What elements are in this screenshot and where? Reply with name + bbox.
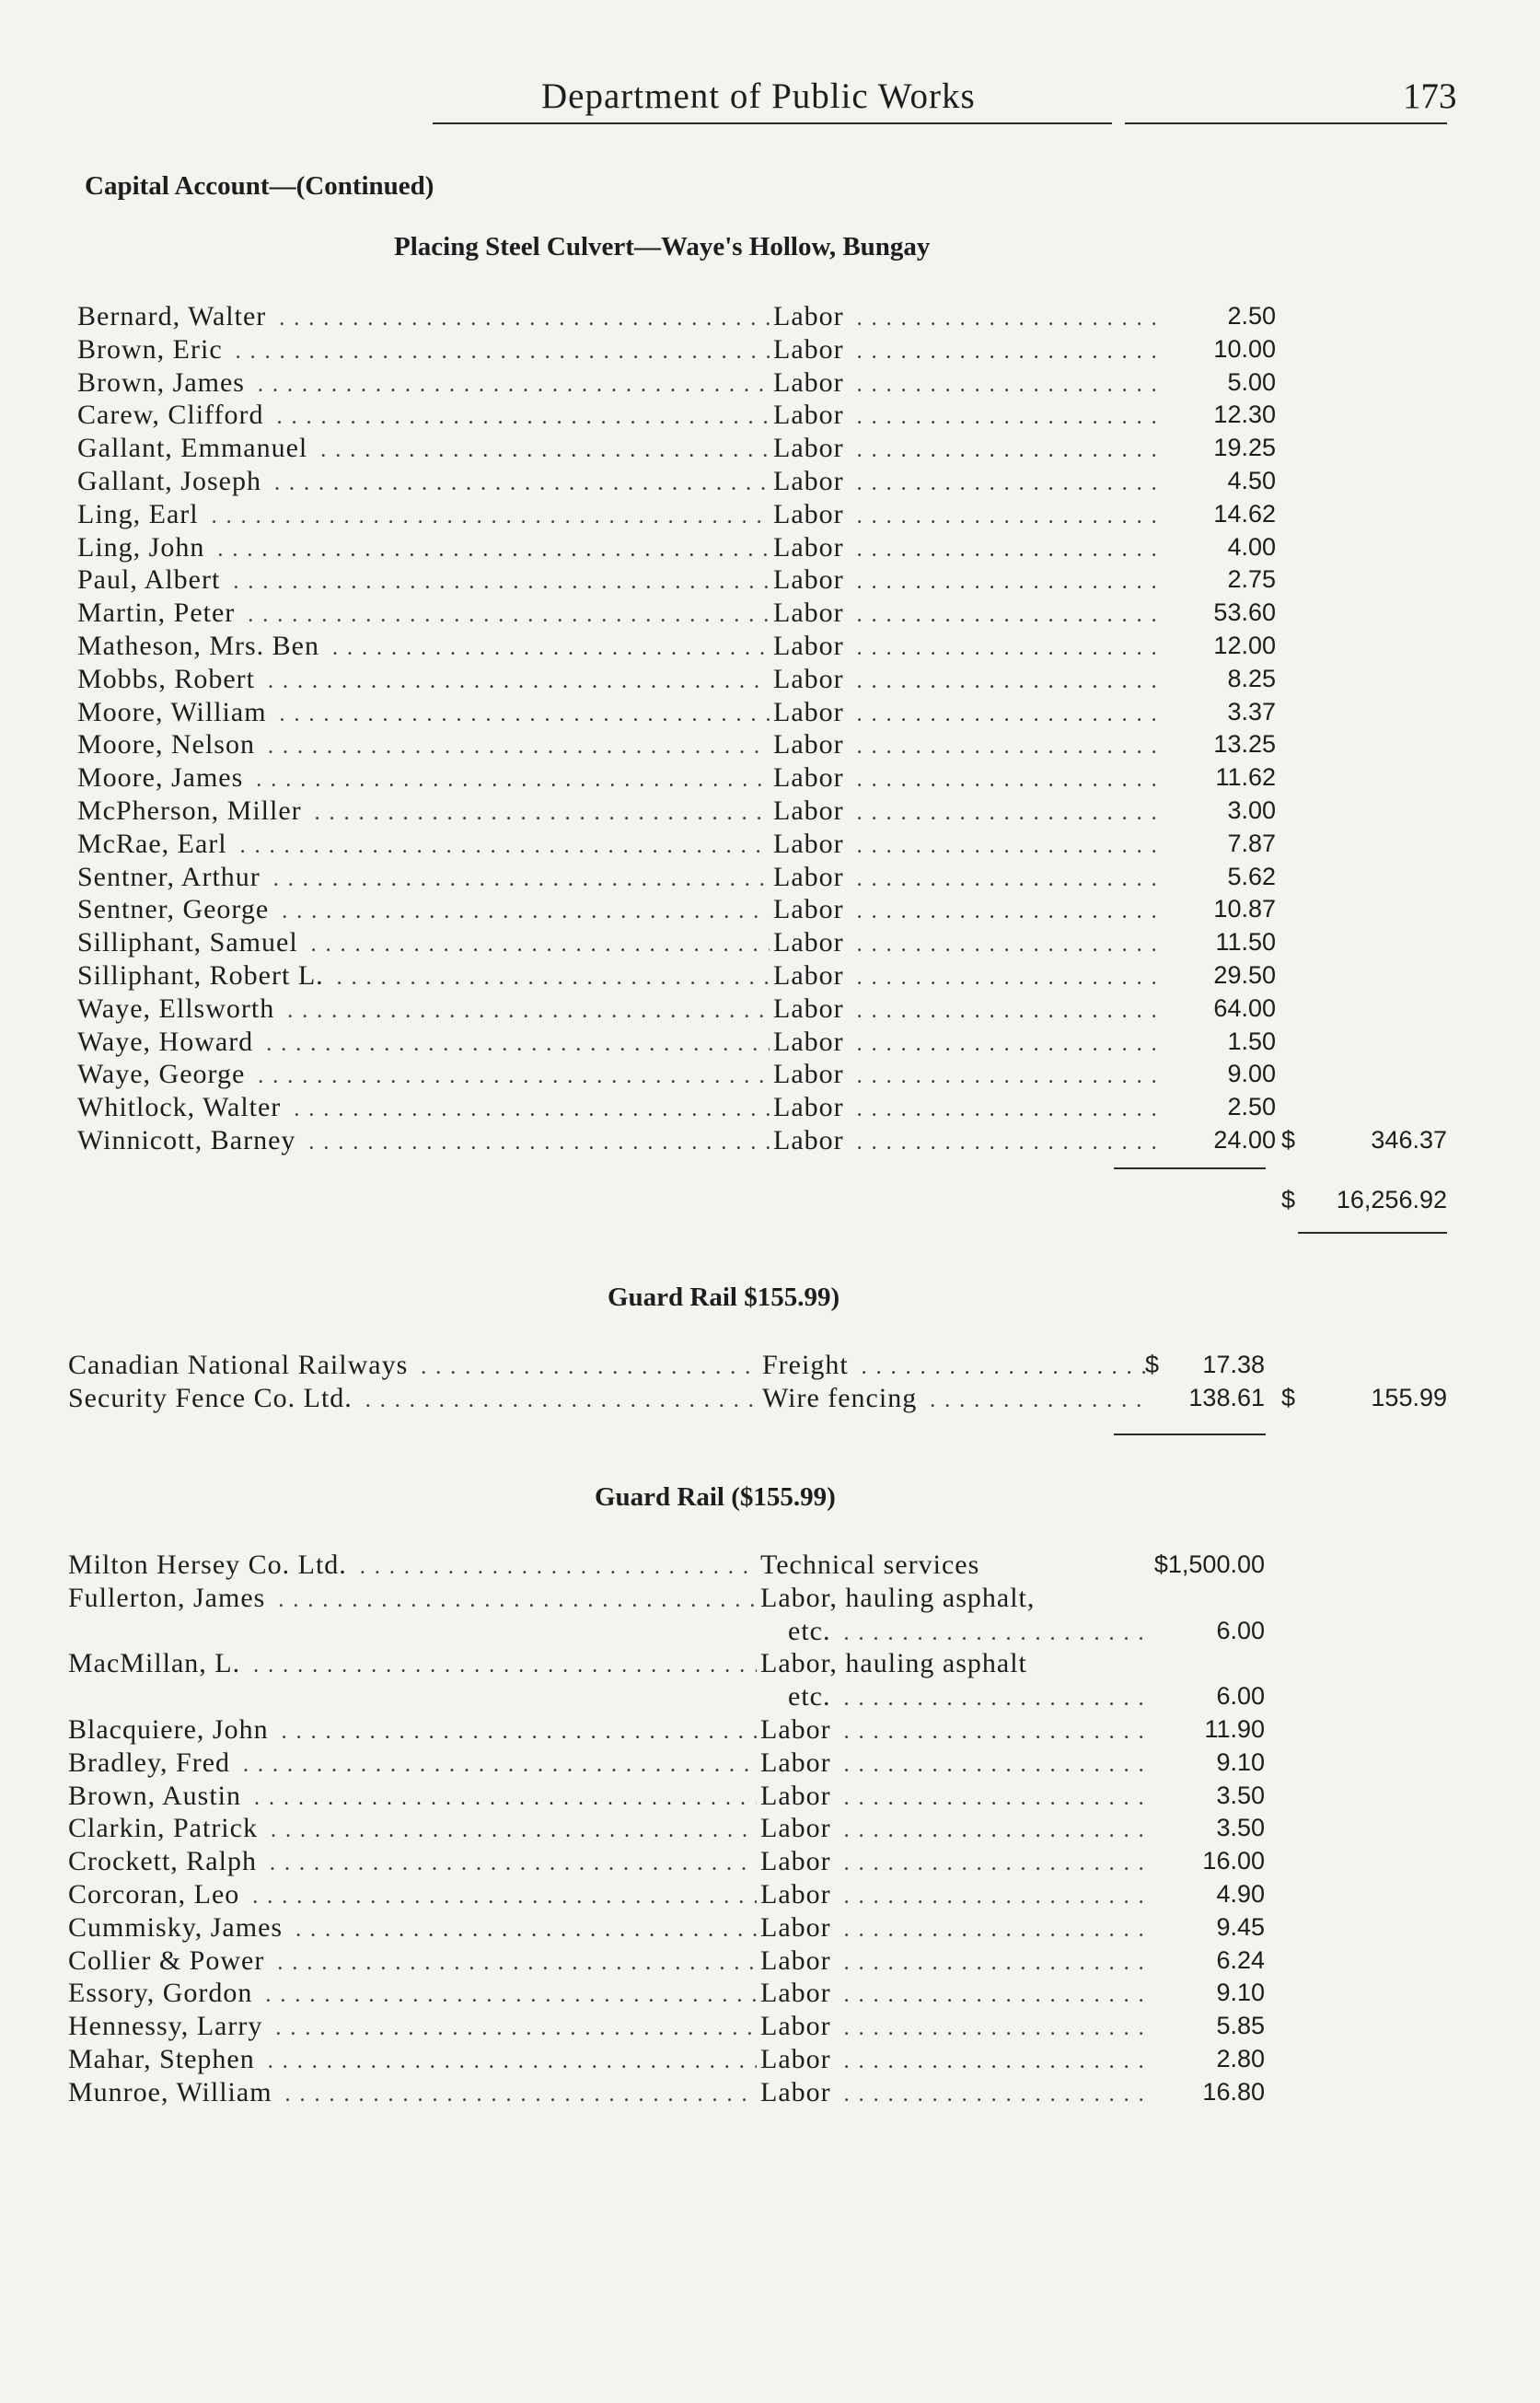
payee-name: Gallant, Joseph [77,465,261,496]
payee-name: Waye, Howard [77,1026,254,1057]
ledger-row [0,563,1540,597]
description-text: Labor [773,564,844,596]
amount: 3.00 [1227,795,1276,824]
dot-leader [77,498,770,534]
amount: 53.60 [1213,598,1276,627]
item-description [773,333,1156,369]
item-description [773,399,1156,435]
description-text: Labor [760,1780,831,1811]
payee-name: Security Fence Co. Ltd. [68,1382,353,1413]
dot-leader [68,1349,758,1385]
ledger-row [0,1812,1540,1845]
ledger-row [0,366,1540,400]
description-text: etc. [788,1615,831,1646]
page-number: 173 [1403,76,1457,116]
description-text: Labor [773,366,844,398]
item-description [760,1845,1145,1881]
dot-leader [77,926,770,962]
description-text: Labor [760,1944,831,1976]
description-text: Labor [773,433,844,464]
payee-name: Bernard, Walter [77,301,267,331]
running-header: Department of Public Works [541,76,976,116]
item-description [788,1615,1145,1651]
payee-name: Carew, Clifford [77,400,264,431]
amount: 3.50 [1216,1814,1265,1842]
amount: 11.90 [1204,1714,1265,1743]
item-description [760,1878,1145,1914]
description-text: Labor [760,2076,831,2107]
dot-leader [68,1582,757,1618]
dot-leader [77,366,770,402]
guard-rail-heading-1: Guard Rail $155.99) [608,1283,840,1312]
description-text: Labor [760,1878,831,1910]
description-text: Labor [760,1747,831,1778]
ledger-row [0,1615,1540,1648]
dot-leader [68,1878,757,1914]
ledger-row [0,663,1540,696]
dot-leader [77,893,770,929]
dot-leader [68,1911,757,1947]
item-description [760,1944,1145,1980]
dot-leader [68,1845,757,1881]
section-total: 346.37 [1371,1125,1447,1154]
item-description [773,993,1156,1028]
section-label: Capital Account—(Continued) [85,171,434,201]
payee-name: Gallant, Emmanuel [77,433,308,464]
item-description [762,1349,1145,1385]
amount: 5.00 [1227,367,1276,396]
item-description [773,366,1156,402]
guard-rail-table-2 [0,1549,1540,2109]
payee-name: Cummisky, James [68,1911,284,1943]
ledger-row [0,1680,1540,1713]
item-description [773,563,1156,599]
amount: $1,500.00 [1153,1550,1265,1578]
payee-name: Blacquiere, John [68,1713,269,1745]
dot-leader [77,597,770,633]
payee-name: Moore, William [77,696,267,727]
amount: 11.50 [1215,928,1276,957]
ledger-row [0,300,1540,333]
payee-name: Paul, Albert [77,564,221,596]
dot-leader [77,993,770,1028]
item-description [773,531,1156,567]
description-text: Labor [760,1846,831,1877]
guard-rail-subtotal-rule [1114,1434,1266,1435]
ledger-row [0,1349,1540,1382]
ledger-row [0,728,1540,761]
grand-total-dollar: $ [1281,1186,1296,1213]
ledger-row [0,1124,1540,1157]
amount: 9.45 [1216,1912,1265,1941]
ledger-row [0,597,1540,630]
description-text: Labor [773,465,844,496]
payee-name: Brown, Austin [68,1780,242,1811]
amount: 4.90 [1216,1879,1265,1908]
grand-total-rule [1298,1232,1447,1234]
item-description [773,1091,1156,1127]
payee-name: Matheson, Mrs. Ben [77,630,319,661]
item-description [760,1812,1145,1848]
payee-name: Silliphant, Robert L. [77,959,324,991]
dot-leader [68,1713,757,1749]
description-text: Labor [760,1813,831,1844]
amount: 10.00 [1213,334,1276,363]
description-text: Freight [762,1350,849,1380]
ledger-row [0,498,1540,531]
description-text: etc. [788,1681,831,1712]
description-text: Labor, hauling asphalt, [760,1582,1036,1613]
dot-leader [77,728,770,764]
dot-leader [77,696,770,732]
ledger-row [0,1977,1540,2010]
ledger-row [0,2076,1540,2109]
item-description [773,1026,1156,1062]
dot-leader [77,828,770,864]
ledger-row [0,761,1540,795]
amount: 3.37 [1227,697,1276,726]
item-description [773,828,1156,864]
amount: 4.00 [1227,532,1276,561]
amount: 2.50 [1227,302,1276,330]
item-description [773,761,1156,797]
amount: 3.50 [1216,1781,1265,1809]
amount: 16.80 [1202,2077,1265,2106]
description-text: Labor [773,301,844,331]
ledger-row [0,399,1540,432]
ledger-row [0,1647,1540,1680]
item-description [773,1124,1156,1160]
dot-leader [77,795,770,830]
item-description [760,1780,1145,1816]
dot-leader [77,630,770,666]
total-dollar-sign: $ [1281,1125,1297,1154]
item-description [773,728,1156,764]
ledger-row [0,1780,1540,1813]
ledger-row [0,432,1540,465]
item-description [773,893,1156,929]
payee-name: Milton Hersey Co. Ltd. [68,1550,347,1580]
description-text: Labor [773,531,844,563]
amount: 64.00 [1213,993,1276,1022]
item-description [773,1058,1156,1094]
culvert-table [0,300,1540,1157]
payee-name: Brown, James [77,366,245,398]
payee-name: McPherson, Miller [77,795,302,826]
description-text: Labor [773,894,844,925]
payee-name: Sentner, Arthur [77,861,261,892]
payee-name: Collier & Power [68,1944,265,1976]
payee-name: Ling, Earl [77,498,199,529]
dot-leader [77,432,770,468]
payee-name: Mobbs, Robert [77,663,255,694]
description-text: Labor [773,333,844,365]
item-description [773,959,1156,995]
description-text: Labor [760,2043,831,2074]
culvert-subtotal-rule [1114,1167,1266,1169]
ledger-row [0,2010,1540,2043]
dot-leader [77,399,770,435]
ledger-row [0,828,1540,861]
culvert-heading: Placing Steel Culvert—Waye's Hollow, Bungay [394,232,931,261]
payee-name: McRae, Earl [77,828,227,859]
item-description [773,465,1156,501]
item-description [760,2010,1145,2046]
dot-leader [68,1812,757,1848]
description-text: Wire fencing [762,1382,918,1413]
item-description [760,1647,1145,1680]
amount: 29.50 [1213,960,1276,989]
dot-leader [68,1382,758,1418]
ledger-row [0,1747,1540,1780]
dot-leader [77,1026,770,1062]
amount: 17.38 [1202,1351,1265,1378]
header-rule-left [433,122,1112,124]
description-text: Labor [773,663,844,694]
amount: 4.50 [1227,466,1276,494]
item-description [773,696,1156,732]
description-text: Labor [773,1092,844,1123]
dot-leader [77,300,770,336]
payee-name: Corcoran, Leo [68,1878,240,1910]
description-text: Labor [773,1124,844,1155]
dot-leader [68,1747,757,1782]
section-total: 155.99 [1371,1383,1447,1411]
payee-name: Essory, Gordon [68,1978,253,2009]
amount: 2.75 [1227,565,1276,594]
payee-name: Bradley, Fred [68,1747,231,1778]
ledger-row [0,1944,1540,1978]
grand-total: 16,256.92 [1336,1186,1447,1213]
item-description [760,1582,1145,1615]
amount: 2.50 [1227,1093,1276,1121]
item-description [760,1911,1145,1947]
amount: 10.87 [1213,895,1276,923]
ledger-row [0,531,1540,564]
ledger-row [0,959,1540,993]
payee-name: Silliphant, Samuel [77,927,298,958]
description-text: Labor [773,696,844,727]
payee-name: Brown, Eric [77,333,223,365]
dot-leader [77,1091,770,1127]
item-description [773,597,1156,633]
dot-leader [77,531,770,567]
description-text: Labor [773,729,844,760]
item-description [773,795,1156,830]
description-text: Labor [773,630,844,661]
payee-name: Clarkin, Patrick [68,1813,258,1844]
ledger-row [0,696,1540,729]
guard-rail-heading-2: Guard Rail ($155.99) [595,1482,836,1512]
item-description [760,1747,1145,1782]
description-text: Labor, hauling asphalt [760,1648,1027,1679]
dot-leader [68,1780,757,1816]
ledger-row [0,1382,1540,1415]
description-text: Labor [773,861,844,892]
item-description [762,1382,1145,1418]
amount: 24.00 [1213,1125,1276,1154]
amount: 6.00 [1216,1682,1265,1711]
description-text: Labor [773,498,844,529]
dot-leader [68,2076,757,2112]
description-text: Labor [773,1026,844,1057]
ledger-row [0,1026,1540,1059]
ledger-row [0,1582,1540,1615]
dot-leader [77,563,770,599]
payee-name: Waye, George [77,1059,246,1090]
payee-name: Moore, Nelson [77,729,255,760]
item-description [760,2076,1145,2112]
payee-name: Martin, Peter [77,598,236,629]
item-description [788,1680,1145,1716]
amount: 9.10 [1216,1747,1265,1776]
ledger-row [0,1911,1540,1944]
dot-leader [68,1549,757,1585]
ledger-row [0,926,1540,959]
amount: 6.00 [1216,1616,1265,1644]
description-text: Technical services [760,1550,980,1580]
item-description [760,1977,1145,2013]
ledger-row [0,1713,1540,1747]
ledger-row [0,861,1540,894]
amount: 12.00 [1213,631,1276,659]
amount: 9.10 [1216,1979,1265,2007]
payee-name: Moore, James [77,762,244,794]
amount: 1.50 [1227,1027,1276,1055]
item-description [760,1713,1145,1749]
amount: 7.87 [1227,829,1276,857]
dot-leader [68,1977,757,2013]
item-description [773,861,1156,897]
dot-leader [77,333,770,369]
amount: 14.62 [1213,499,1276,528]
payee-name: Mahar, Stephen [68,2043,255,2074]
ledger-row [0,993,1540,1026]
payee-name: Winnicott, Barney [77,1124,296,1155]
payee-name: Fullerton, James [68,1582,266,1613]
payee-name: Ling, John [77,531,205,563]
description-text: Labor [773,598,844,629]
ledger-row [0,1058,1540,1091]
ledger-row [0,1845,1540,1878]
payee-name: Canadian National Railways [68,1350,409,1380]
dot-leader [68,2043,757,2079]
dot-leader [68,2010,757,2046]
description-text: Labor [773,762,844,794]
description-text: Labor [760,1978,831,2009]
header-rule-right [1125,122,1447,124]
amount: 8.25 [1227,664,1276,692]
ledger-row [0,2043,1540,2076]
dot-leader [77,959,770,995]
amount: 138.61 [1188,1383,1265,1411]
amount: 12.30 [1213,400,1276,429]
ledger-row [0,1091,1540,1124]
description-text: Labor [760,2011,831,2042]
ledger-row [0,795,1540,828]
ledger-row [0,1549,1540,1582]
description-text: Labor [773,927,844,958]
dot-leader [77,861,770,897]
dot-leader [77,1124,770,1160]
amount: 16.00 [1202,1847,1265,1875]
description-text: Labor [773,959,844,991]
item-description [773,432,1156,468]
payee-name: Whitlock, Walter [77,1092,282,1123]
amount: 11.62 [1215,763,1276,792]
description-text: Labor [773,993,844,1024]
payee-name: Munroe, William [68,2076,272,2107]
amount: 19.25 [1213,434,1276,462]
amount: 13.25 [1213,730,1276,759]
dot-leader [77,1058,770,1094]
description-text: Labor [760,1911,831,1943]
ledger-row [0,893,1540,926]
amount: 5.62 [1227,862,1276,890]
dot-leader [77,663,770,699]
description-text: Labor [760,1713,831,1745]
dot-leader [77,761,770,797]
item-description [773,926,1156,962]
amount: 2.80 [1216,2044,1265,2072]
description-text: Labor [773,400,844,431]
guard-rail-table-1 [0,1349,1540,1415]
payee-name: Hennessy, Larry [68,2011,263,2042]
payee-name: Crockett, Ralph [68,1846,257,1877]
dot-leader [77,465,770,501]
description-text: Labor [773,828,844,859]
ledger-row [0,630,1540,663]
item-description [760,1549,1145,1582]
item-description [760,2043,1145,2079]
item-description [773,498,1156,534]
dot-leader [68,1944,757,1980]
payee-name: Sentner, George [77,894,270,925]
amount: 9.00 [1227,1060,1276,1088]
amount-dollar-sign: $ [1145,1351,1161,1378]
amount: 6.24 [1216,1945,1265,1974]
ledger-row [0,1878,1540,1911]
item-description [773,663,1156,699]
ledger-row [0,465,1540,498]
payee-name: MacMillan, L. [68,1648,241,1679]
item-description [773,300,1156,336]
description-text: Labor [773,1059,844,1090]
description-text: Labor [773,795,844,826]
ledger-row [0,333,1540,366]
dot-leader [68,1647,757,1683]
payee-name: Waye, Ellsworth [77,993,275,1024]
item-description [773,630,1156,666]
amount: 5.85 [1216,2012,1265,2040]
total-dollar-sign: $ [1281,1383,1297,1411]
